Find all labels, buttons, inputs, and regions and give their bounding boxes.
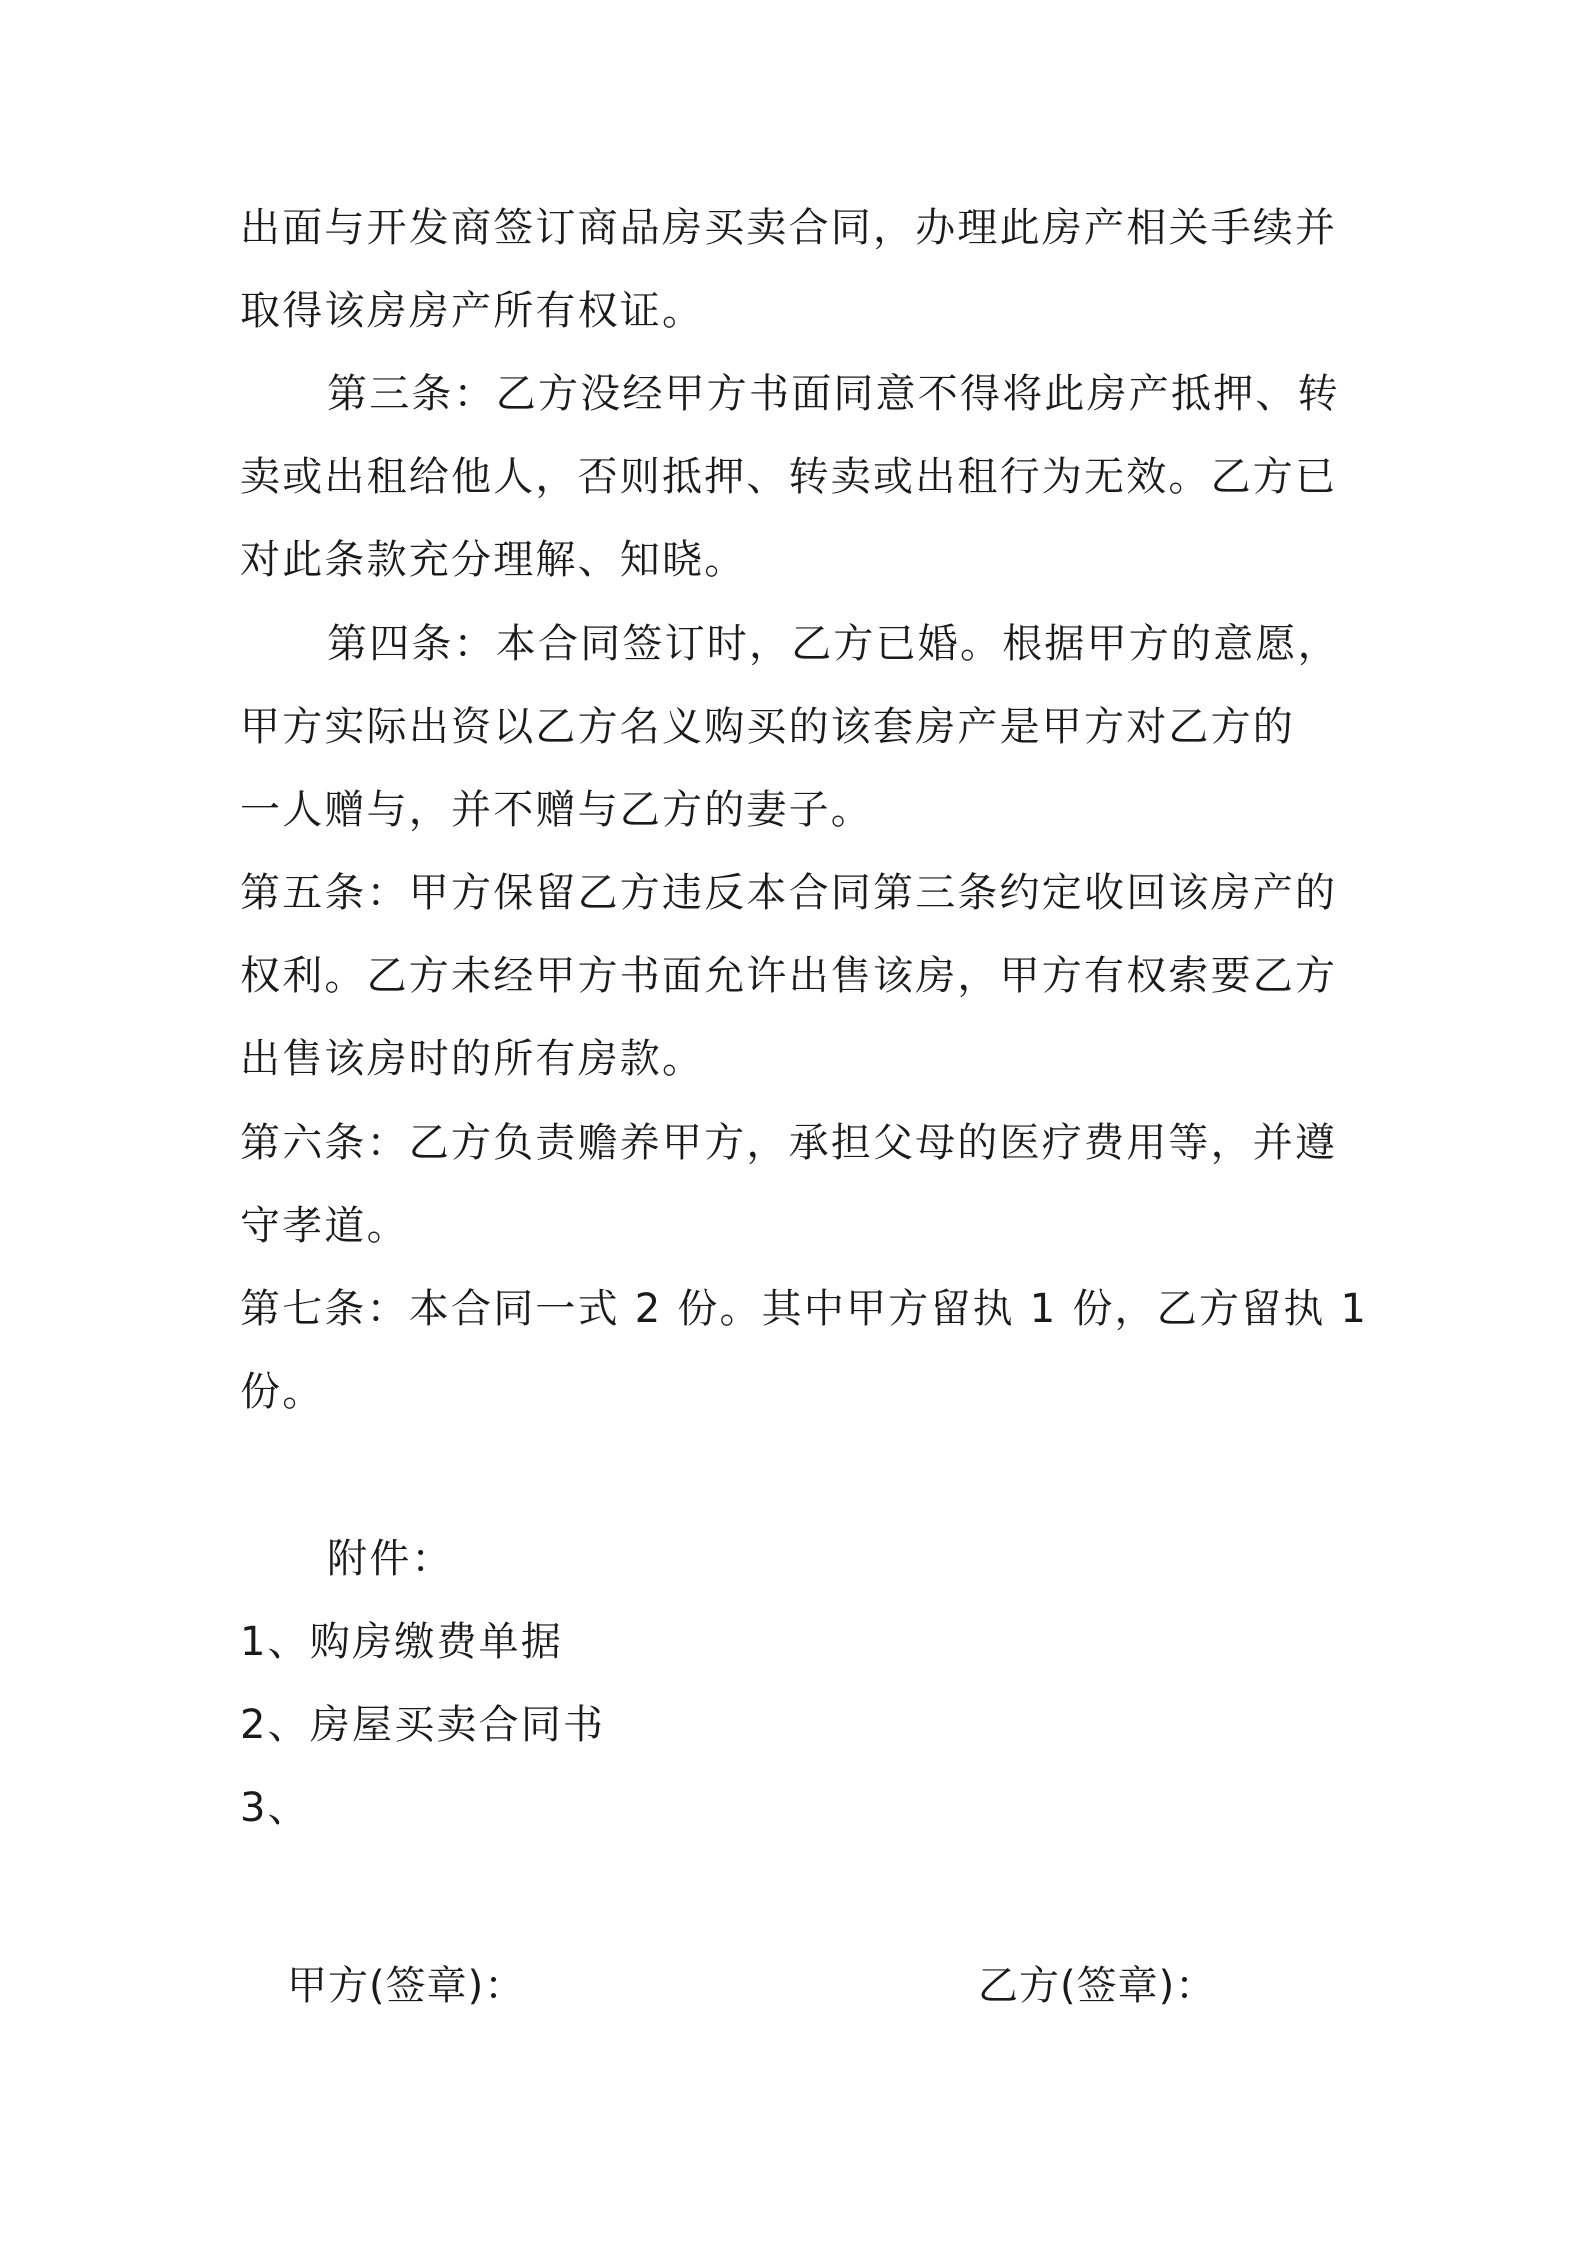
- clause-3-heading-line: 第三条：乙方没经甲方书面同意不得将此房产抵押、转: [327, 371, 1340, 417]
- text-line: 取得该房房产所有权证。: [240, 288, 705, 334]
- text-line: 卖或出租给他人，否则抵押、转卖或出租行为无效。乙方已: [240, 454, 1338, 500]
- text-line: 一人赠与，并不赠与乙方的妻子。: [240, 787, 873, 833]
- attachments-heading: 附件：: [327, 1536, 454, 1582]
- text-line: 甲方实际出资以乙方名义购买的该套房产是甲方对乙方的: [240, 704, 1295, 750]
- text-line: 出售该房时的所有房款。: [240, 1036, 705, 1082]
- party-b-signature-label: 乙方(签章)：: [978, 1963, 1217, 2009]
- text-line: 守孝道。: [240, 1203, 409, 1249]
- party-a-signature-label: 甲方(签章)：: [287, 1963, 526, 2009]
- text-line: 权利。乙方未经甲方书面允许出售该房，甲方有权索要乙方: [240, 953, 1338, 999]
- attachment-item: 3、: [240, 1785, 310, 1831]
- text-line: 份。: [240, 1369, 325, 1415]
- clause-4-heading-line: 第四条：本合同签订时，乙方已婚。根据甲方的意愿，: [327, 621, 1340, 667]
- attachment-item: 2、房屋买卖合同书: [240, 1702, 606, 1748]
- text-line: 对此条款充分理解、知晓。: [240, 537, 747, 583]
- attachment-item: 1、购房缴费单据: [240, 1619, 564, 1665]
- text-line: 出面与开发商签订商品房买卖合同，办理此房产相关手续并: [240, 205, 1338, 251]
- clause-5-heading-line: 第五条：甲方保留乙方违反本合同第三条约定收回该房产的: [240, 870, 1338, 916]
- clause-6-heading-line: 第六条：乙方负责赡养甲方，承担父母的医疗费用等，并遵: [240, 1120, 1338, 1166]
- clause-7-heading-line: 第七条：本合同一式 2 份。其中甲方留执 1 份，乙方留执 1: [240, 1286, 1369, 1332]
